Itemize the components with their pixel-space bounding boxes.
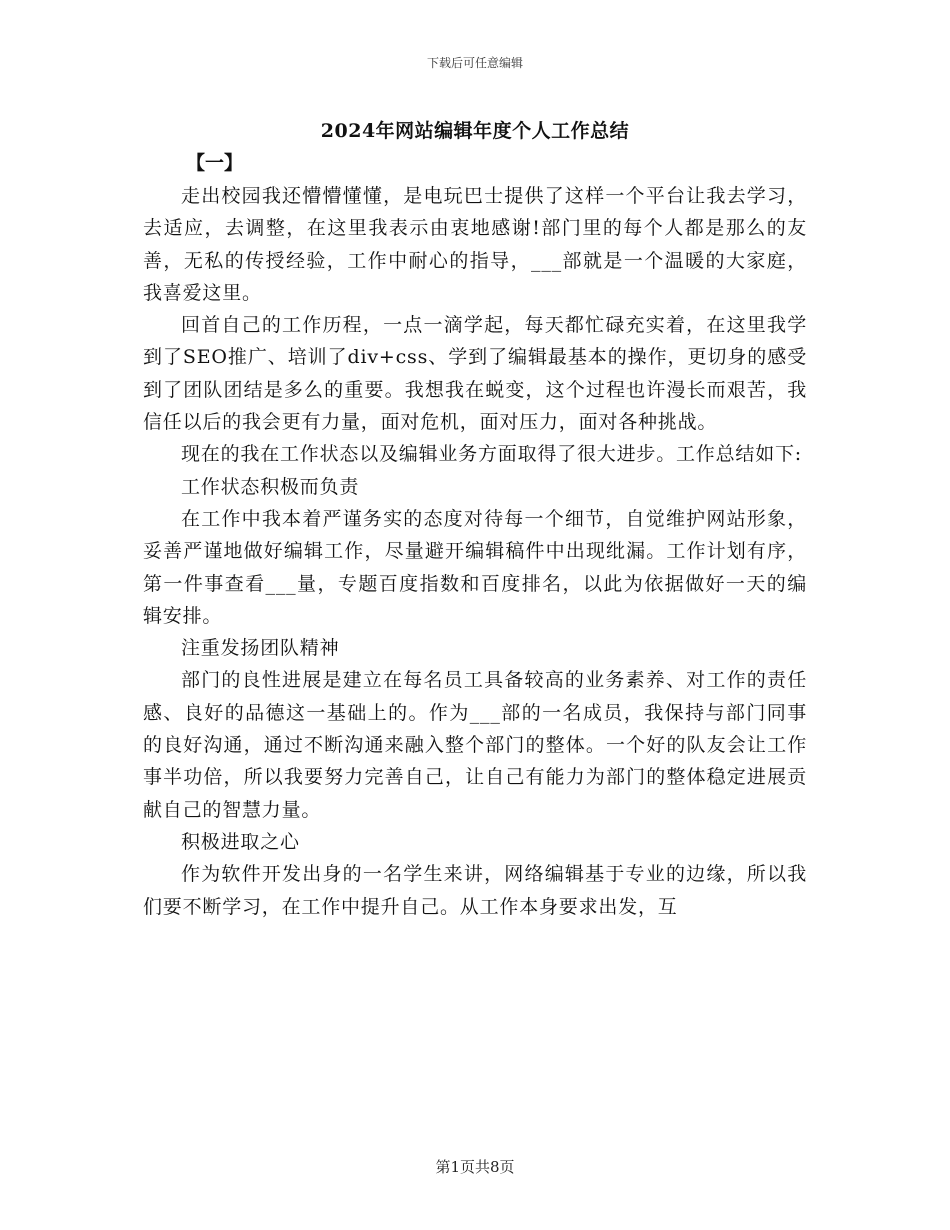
- subheading-enterprise: 积极进取之心: [181, 830, 300, 853]
- paragraph-team-spirit: 部门的良性进展是建立在每名员工具备较高的业务素养、对工作的责任感、良好的品德这一基础上的。作为___部的一名成员，我保持与部门同事的良好沟通，通过不断沟通来融入整个部门的整体。一个好的队友会让工作事半功倍，所以我要努力完善自己，让自己有能力为部门的整体稳定进展贡献自己的智慧力量。: [143, 669, 807, 821]
- header-note: 下载后可任意编辑: [426, 56, 523, 70]
- document-body: [143, 180, 807, 923]
- paragraph-review: 回首自己的工作历程，一点一滴学起，每天都忙碌充实着，在这里我学到了SEO推广、培训了div+css、学到了编辑最基本的操作，更切身的感受到了团队团结是多么的重要。我想我在蜕变，这个过程也许漫长而艰苦，我信任以后的我会更有力量，面对危机，面对压力，面对各种挑战。: [143, 314, 807, 434]
- paragraph-enterprise: 作为软件开发出身的一名学生来讲，网络编辑基于专业的边缘，所以我们要不断学习，在工作中提升自己。从工作本身要求出发，互: [143, 863, 807, 918]
- page-footer: 第1页共8页: [435, 1158, 515, 1176]
- paragraph-intro: 走出校园我还懵懵懂懂，是电玩巴士提供了这样一个平台让我去学习，去适应，去调整，在这里我表示由衷地感谢!部门里的每个人都是那么的友善，无私的传授经验，工作中耐心的指导，___部就是一个温暖的大家庭，我喜爱这里。: [143, 185, 807, 304]
- document-title: 2024年网站编辑年度个人工作总结: [320, 120, 630, 142]
- paragraph-summary-lead: 现在的我在工作状态以及编辑业务方面取得了很大进步。工作总结如下:: [181, 443, 803, 466]
- section-label: 【一】: [186, 152, 244, 174]
- subheading-team-spirit: 注重发扬团队精神: [181, 637, 340, 660]
- paragraph-work-state: 在工作中我本着严谨务实的态度对待每一个细节，自觉维护网站形象，妥善严谨地做好编辑工作，尽量避开编辑稿件中出现纰漏。工作计划有序，第一件事查看___量，专题百度指数和百度排名，以此为依据做好一天的编辑安排。: [143, 507, 807, 627]
- subheading-work-state: 工作状态积极而负责: [181, 475, 360, 498]
